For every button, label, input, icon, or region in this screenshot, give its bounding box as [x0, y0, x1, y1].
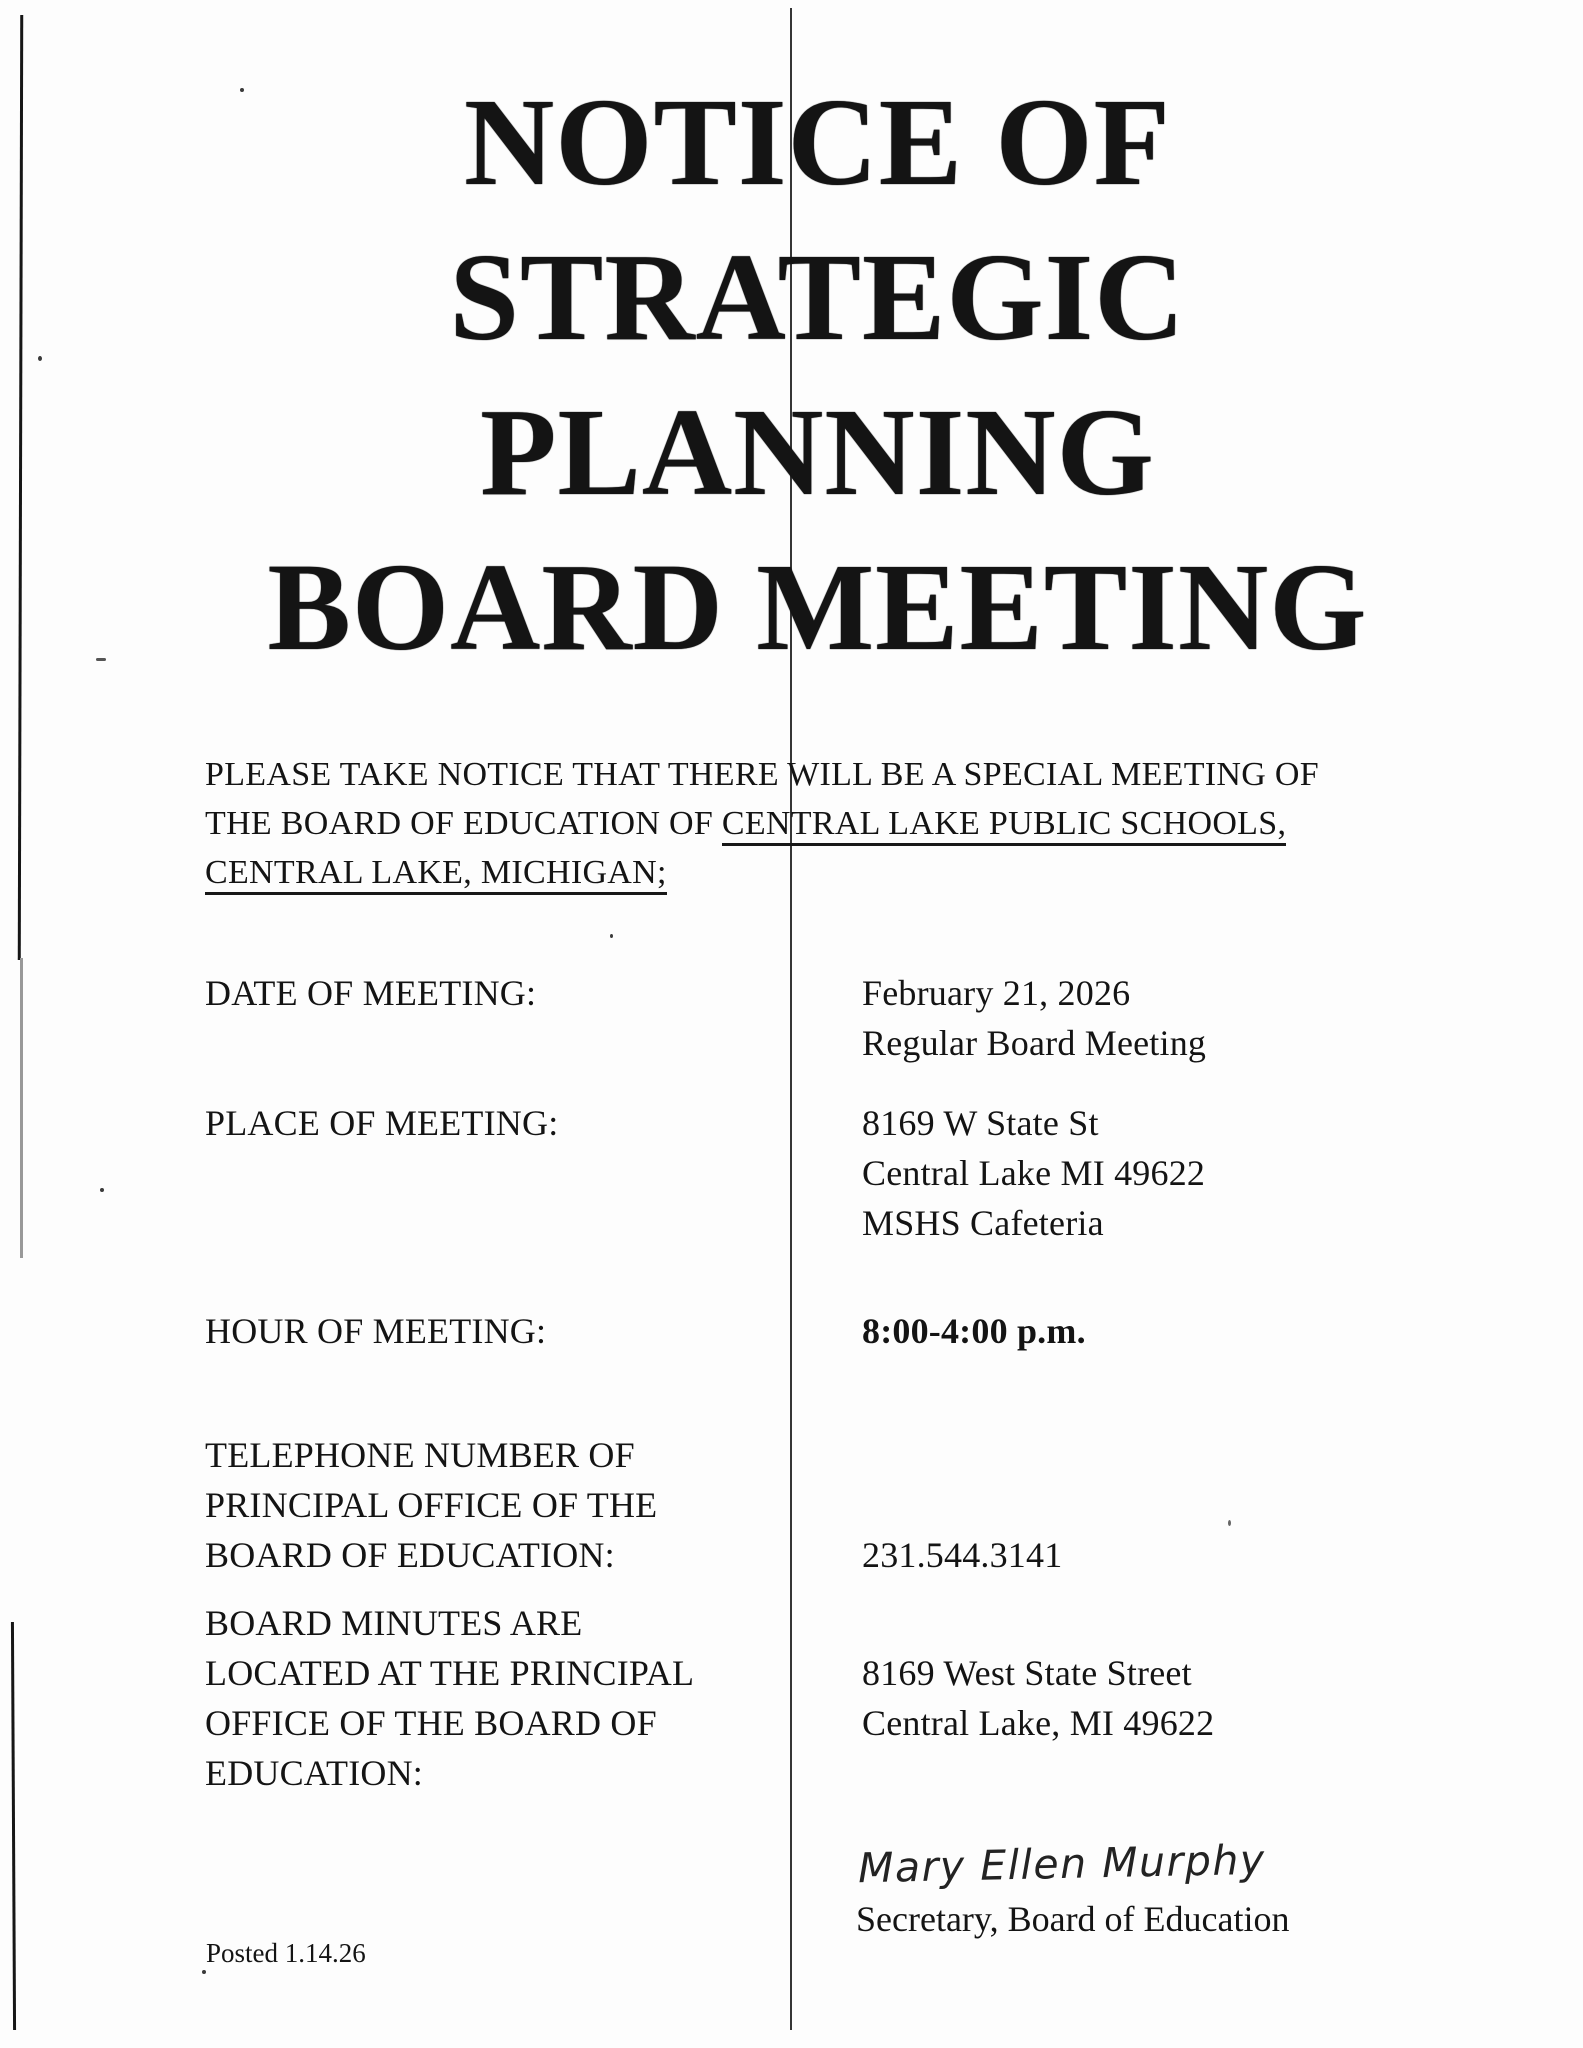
- scan-speck: [38, 356, 42, 361]
- signature-handwritten-name: Mary Ellen Murphy: [857, 1835, 1267, 1893]
- value-line: Regular Board Meeting: [862, 1023, 1207, 1063]
- signature-role: Secretary, Board of Education: [856, 1899, 1290, 1939]
- field-value-board-minutes: [862, 1648, 1214, 1748]
- label-line: DATE OF MEETING:: [205, 973, 537, 1013]
- field-value-telephone: [862, 1530, 1062, 1580]
- school-name-underlined: CENTRAL LAKE PUBLIC SCHOOLS,: [722, 805, 1286, 846]
- label-line: TELEPHONE NUMBER OF: [205, 1435, 635, 1475]
- field-value-date-of-meeting: [862, 968, 1206, 1068]
- label-line: OFFICE OF THE BOARD OF: [205, 1703, 657, 1743]
- left-page-edge-line-bottom: [11, 1622, 16, 2030]
- city-state-underlined: CENTRAL LAKE, MICHIGAN;: [205, 854, 667, 895]
- scan-speck: [96, 658, 106, 661]
- field-label-board-minutes: [205, 1598, 694, 1798]
- notice-paragraph-line-2-prefix: THE BOARD OF EDUCATION OF: [205, 805, 722, 842]
- value-line: 8169 West State Street: [862, 1653, 1192, 1693]
- scan-speck: [1228, 1520, 1231, 1526]
- document-title: [150, 66, 1485, 686]
- field-label-place-of-meeting: [205, 1098, 558, 1148]
- posted-date: Posted 1.14.26: [206, 1938, 366, 1968]
- title-line-1: NOTICE OF: [464, 74, 1171, 212]
- label-line: PRINCIPAL OFFICE OF THE: [205, 1485, 658, 1525]
- scan-speck: [100, 1188, 104, 1192]
- value-line: 8169 W State St: [862, 1103, 1099, 1143]
- notice-paragraph: [205, 750, 1465, 897]
- label-line: LOCATED AT THE PRINCIPAL: [205, 1653, 695, 1693]
- left-page-edge-line-top: [18, 15, 23, 960]
- scan-speck: [610, 934, 613, 938]
- value-line: February 21, 2026: [862, 973, 1131, 1013]
- title-line-2: STRATEGIC: [449, 229, 1186, 367]
- field-label-hour-of-meeting: [205, 1306, 546, 1356]
- title-line-3: PLANNING: [480, 384, 1155, 522]
- value-line: Central Lake MI 49622: [862, 1153, 1206, 1193]
- label-line: BOARD OF EDUCATION:: [205, 1535, 615, 1575]
- field-value-hour-of-meeting: [862, 1306, 1086, 1356]
- left-page-edge-line-middle: [20, 958, 23, 1258]
- label-line: PLACE OF MEETING:: [205, 1103, 559, 1143]
- label-line: HOUR OF MEETING:: [205, 1311, 547, 1351]
- title-line-4: BOARD MEETING: [267, 539, 1368, 677]
- notice-paragraph-line-2: [205, 799, 1465, 848]
- notice-paragraph-line-3: [205, 848, 1465, 897]
- value-line: 8:00-4:00 p.m.: [862, 1311, 1086, 1351]
- value-line: MSHS Cafeteria: [862, 1203, 1104, 1243]
- field-value-place-of-meeting: [862, 1098, 1205, 1248]
- value-line: Central Lake, MI 49622: [862, 1703, 1215, 1743]
- field-label-telephone: [205, 1430, 657, 1580]
- value-line: 231.544.3141: [862, 1535, 1063, 1575]
- scan-speck: [202, 1970, 206, 1974]
- field-label-date-of-meeting: [205, 968, 536, 1018]
- label-line: EDUCATION:: [205, 1753, 423, 1793]
- notice-paragraph-line-1: PLEASE TAKE NOTICE THAT THERE WILL BE A SPECIAL MEETING OF: [205, 756, 1319, 793]
- label-line: BOARD MINUTES ARE: [205, 1603, 583, 1643]
